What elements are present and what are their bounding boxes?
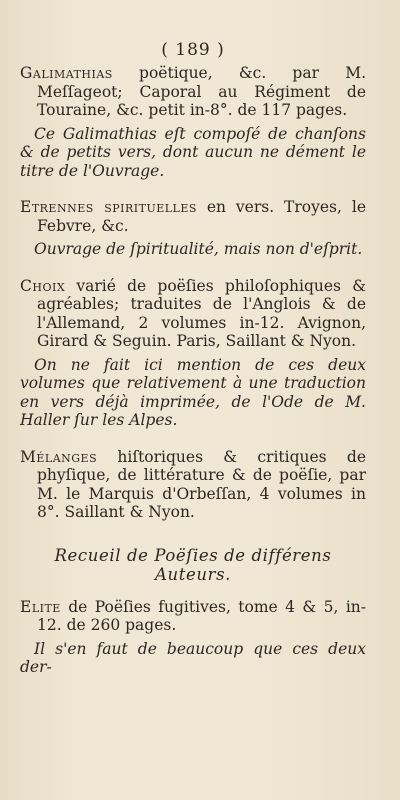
entry-heading [20,64,366,120]
entry-galimathias [20,64,366,180]
entry-description: de Poëſies fugitives, tome 4 & 5, in-12. de 260 pages. [37,597,366,634]
entry-keyword: Etrennes spirituelles [20,198,197,216]
entry-keyword: Choix [20,276,66,295]
entry-heading [20,277,366,351]
entry-keyword: Galimathias [20,64,113,82]
entry-heading [20,598,366,635]
entry-description: poëtique, &c. par M. Meſſageot; Caporal au Régiment de Touraine, &c. petit in-8°. de 117 pages. [37,64,366,119]
entry-description: en vers. Troyes, le Febvre, &c. [37,198,366,235]
entry-keyword: Elite [20,597,61,616]
entry-commentary: Ouvrage de ſpiritualité, mais non d'eſprit. [34,240,363,258]
entry-etrennes [20,198,366,259]
entry-description: hiſtoriques & critiques de phyſique, de littérature & de poëſie, par M. le Marquis d'Orbeſſan, 4 volumes in 8°. Saillant & Nyon. [37,447,366,521]
entry-commentary: On ne fait ici mention de ces deux volumes que relativement à une traduction en vers déjà imprimée, de l'Ode de M. Haller ſur les Alpes. [20,355,366,429]
page-number: ( 189 ) [161,40,225,60]
entry-elite [20,598,366,677]
entry-heading [20,198,366,235]
entry-commentary: Il s'en faut de beaucoup que ces deux der- [20,639,366,676]
entry-commentary: Ce Galimathias eſt compoſé de chanſons & de petits vers, dont aucun ne dément le titre de l'Ouvrage. [20,124,366,180]
entry-heading [20,448,366,522]
entry-choix [20,277,366,430]
entry-melanges [20,448,366,522]
entry-description: varié de poëſies philoſophiques & agréables; traduites de l'Anglois & de l'Allemand, 2 volumes in-12. Avignon, Girard & Seguin. Paris, Saillant & Nyon. [37,276,366,350]
entry-keyword: Mélanges [20,447,98,466]
section-heading: Recueil de Poëſies de différens Auteurs. [54,545,332,584]
